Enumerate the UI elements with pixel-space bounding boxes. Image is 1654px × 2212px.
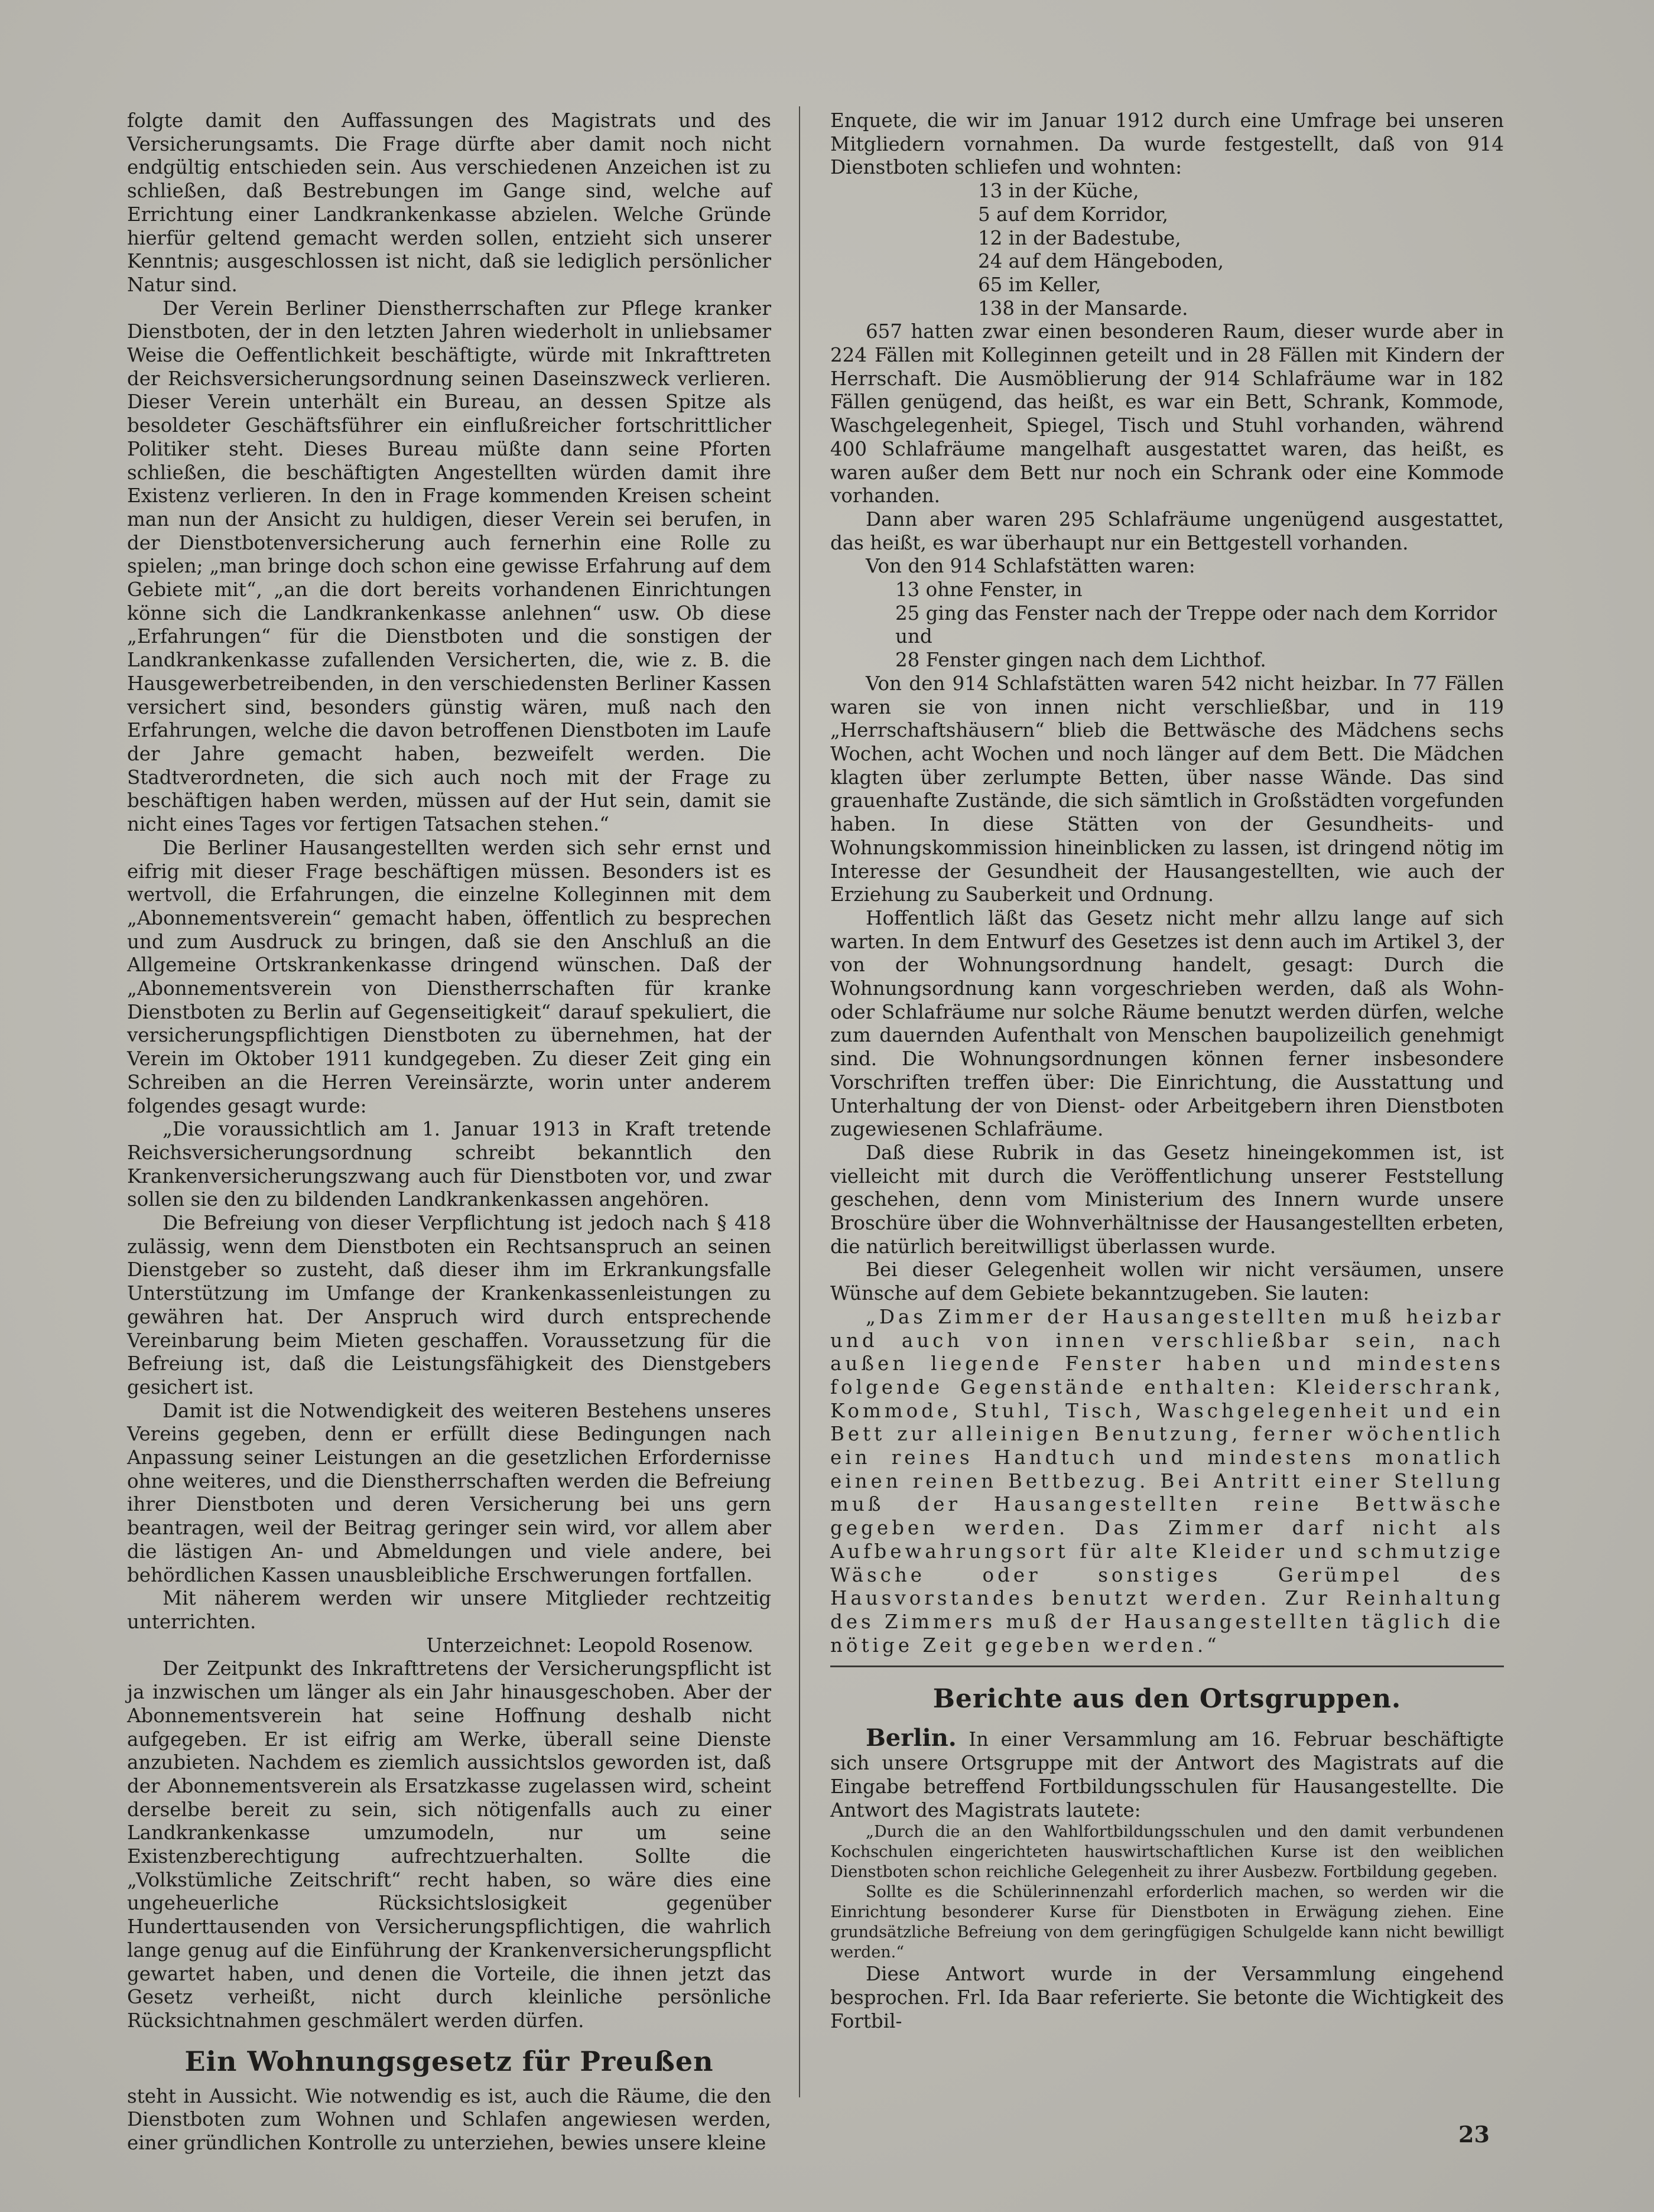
section-rule xyxy=(830,1665,1504,1667)
window-list xyxy=(830,578,1504,672)
paragraph: 657 hatten zwar einen besonderen Raum, dieser wurde aber in 224 Fällen mit Kolleginnen geteilt und in 28 Fällen mit Kindern der Herrschaft. Die Ausmöblierung der 914 Schlafräume war in 182 Fällen genügend, das heißt, es war ein Bett, Schrank, Kommode, Waschgelegenheit, Spiegel, Tisch und Stuhl vorhanden, während 400 Schlafräume mangelhaft ausgestattet waren, das heißt, es waren außer dem Bett nur noch ein Schrank oder eine Kommode vorhanden. xyxy=(830,320,1504,508)
paragraph: steht in Aussicht. Wie notwendig es ist, auch die Räume, die den Dienstboten zum Wohnen und Schlafen angewiesen werden, einer gründlichen Kontrolle zu unterziehen, bewies unsere kleine xyxy=(127,2084,771,2155)
quote-paragraph: Die Befreiung von dieser Verpflichtung ist jedoch nach § 418 zulässig, wenn dem Dienstboten ein Rechtsanspruch an seinen Dienstgeber so zusteht, daß dieser ihm im Erkrankungsfalle Unterstützung im Umfange der Krankenkassenleistungen zu gewähren hat. Der Anspruch wird durch entsprechende Vereinbarung beim Mieten geschaffen. Voraussetzung für die Befreiung ist, daß die Leistungsfähigkeit des Dienstgebers gesichert ist. xyxy=(127,1212,771,1398)
list-item: 65 im Keller, xyxy=(978,273,1101,296)
quote-paragraph: Mit näherem werden wir unsere Mitglieder rechtzeitig unterrichten. xyxy=(127,1587,771,1633)
list-item: 25 ging das Fenster nach der Treppe oder nach dem Korridor und xyxy=(895,601,1497,648)
list-item: 5 auf dem Korridor, xyxy=(978,203,1168,226)
paragraph: Die Berliner Hausangestellten werden sich sehr ernst und eifrig mit dieser Frage beschäftigen müssen. Besonders ist es wertvoll, die Erfahrungen, die einzelne Kolleginnen mit dem „Abonnementsverein“ gemacht haben, öffentlich zu besprechen und zum Ausdruck zu bringen, daß sie den Anschluß an die Allgemeine Ortskrankenkasse dringend wünschen. Daß der „Abonnementsverein von Dienstherrschaften für kranke Dienstboten zu Berlin auf Gegenseitigkeit“ darauf spekuliert, die versicherungspflichtigen Dienstboten zu übernehmen, hat der Verein im Oktober 1911 kundgegeben. Zu dieser Zeit ging ein Schreiben an die Herren Vereinsärzte, worin unter anderem folgendes gesagt wurde: xyxy=(127,836,771,1117)
quote-paragraph: „Durch die an den Wahlfortbildungsschulen und den damit verbundenen Kochschulen eingerichteten hauswirtschaftlichen Kurse ist den weiblichen Dienstboten schon reichliche Gelegenheit zu ihrer Ausbezw. Fortbildung gegeben. xyxy=(830,1823,1504,1882)
signature: Unterzeichnet: Leopold Rosenow. xyxy=(426,1634,753,1657)
quote-paragraph: „Die voraussichtlich am 1. Januar 1913 in Kraft tretende Reichsversicherungsordnung schreibt bekanntlich den Krankenversicherungszwang auch für Dienstboten vor, und zwar sollen sie den zu bildenden Landkrankenkassen angehören. xyxy=(127,1118,771,1211)
page-number: 23 xyxy=(1458,2121,1490,2148)
paragraph: Diese Antwort wurde in der Versammlung eingehend besprochen. Frl. Ida Baar referierte. Sie betonte die Wichtigkeit des Fortbil- xyxy=(830,1963,1504,2032)
paragraph: In einer Versammlung am 16. Februar beschäftigte sich unsere Ortsgruppe mit der Antwort des Magistrats auf die Eingabe betreffend Fortbildungsschulen für Hausangestellte. Die Antwort des Magistrats lautete: xyxy=(830,1728,1504,1821)
left-column xyxy=(127,109,771,2155)
paragraph: Von den 914 Schlafstätten waren 542 nicht heizbar. In 77 Fällen waren sie von innen nicht verschließbar, und in 119 „Herrschaftshäusern“ blieb die Bettwäsche des Mädchens sechs Wochen, acht Wochen und noch länger auf dem Bett. Die Mädchen klagten über zerlumpte Betten, über nasse Wände. Das sind grauenhafte Zustände, die sich sämtlich in Großstädten vorgefunden haben. In diese Stätten von der Gesundheits- und Wohnungskommission hineinblicken zu lassen, ist dringend nötig im Interesse der Gesundheit der Hausangestellten, wie auch der Erziehung zu Sauberkeit und Ordnung. xyxy=(830,672,1504,906)
paragraph: folgte damit den Auffassungen des Magistrats und des Versicherungsamts. Die Frage dürfte aber damit noch nicht endgültig entschieden sein. Aus verschiedenen Anzeichen ist zu schließen, daß Bestrebungen im Gange sind, welche auf Errichtung einer Landkrankenkasse abzielen. Welche Gründe hierfür geltend gemacht werden sollen, entzieht sich unserer Kenntnis; ausgeschlossen ist nicht, daß sie lediglich persönlicher Natur sind. xyxy=(127,109,771,296)
list-item: 28 Fenster gingen nach dem Lichthof. xyxy=(895,649,1266,672)
paragraph: Der Zeitpunkt des Inkrafttretens der Versicherungspflicht ist ja inzwischen um länger als ein Jahr hinausgeschoben. Aber der Abonnementsverein hat seine Hoffnung deshalb nicht aufgegeben. Er ist eifrig am Werke, überall seine Dienste anzubieten. Nachdem es ziemlich aussichtslos geworden ist, daß der Abonnementsverein als Ersatzkasse zugelassen wird, scheint derselbe bereit zu sein, sich nötigenfalls auch zu einer Landkrankenkasse umzumodeln, nur um seine Existenzberechtigung aufrechtzuerhalten. Sollte die „Volkstümliche Zeitschrift“ recht haben, so wäre dies eine ungeheuerliche Rücksichtslosigkeit gegenüber Hunderttausenden von Versicherungspflichtigen, die wahrlich lange genug auf die Einführung der Krankenversicherungspflicht gewartet haben, und denen die Vorteile, die ihnen jetzt das Gesetz verheißt, nicht durch kleinliche persönliche Rücksichtnahmen geschmälert werden dürfen. xyxy=(127,1657,771,2032)
quote-paragraph: Damit ist die Notwendigkeit des weiteren Bestehens unseres Vereins gegeben, denn er erfüllt diese Bedingungen nach Anpassung seiner Leistungen an die gesetzlichen Erfordernisse ohne weiteres, und die Dienstherrschaften werden die Befreiung ihrer Dienstboten und deren Versicherung bei uns gern beantragen, weil der Beitrag geringer sein wird, vor allem aber die lästigen An- und Abmeldungen und viele andere, bei behördlichen Kassen unausbleibliche Erschwerungen fortfallen. xyxy=(127,1399,771,1586)
list-item: 13 ohne Fenster, in xyxy=(895,578,1083,601)
city-label: Berlin. xyxy=(866,1724,957,1752)
list-item: 13 in der Küche, xyxy=(978,180,1139,203)
quote-paragraph: Sollte es die Schülerinnenzahl erforderlich machen, so werden wir die Einrichtung besonderer Kurse für Dienstboten in Erwägung ziehen. Eine grundsätzliche Befreiung von dem geringfügigen Schulgelde kann nicht bewilligt werden.“ xyxy=(830,1883,1504,1962)
article-heading: Ein Wohnungsgesetz für Preußen xyxy=(184,2045,714,2077)
demands-quote: „Das Zimmer der Hausangestellten muß heizbar und auch von innen verschließbar sein, nach außen liegende Fenster haben und mindestens folgende Gegenstände enthalten: Kleiderschrank, Kommode, Stuhl, Tisch, Waschgelegenheit und ein Bett zur alleinigen Benutzung, ferner wöchentlich ein reines Handtuch und mindestens monatlich einen reinen Bettbezug. Bei Antritt einer Stellung muß der Hausangestellten reine Bettwäsche gegeben werden. Das Zimmer darf nicht als Aufbewahrungsort für alte Kleider und schmutzige Wäsche oder sonstiges Gerümpel des Hausvorstandes benutzt werden. Zur Reinhaltung des Zimmers muß der Hausangestellten täglich die nötige Zeit gegeben werden.“ xyxy=(830,1305,1504,1657)
list-item: 12 in der Badestube, xyxy=(978,226,1181,249)
paragraph: Enquete, die wir im Januar 1912 durch eine Umfrage bei unseren Mitgliedern vornahmen. Da wurde festgestellt, daß von 914 Dienstboten schliefen und wohnten: xyxy=(830,109,1504,179)
paragraph: Bei dieser Gelegenheit wollen wir nicht versäumen, unsere Wünsche auf dem Gebiete bekanntzugeben. Sie lauten: xyxy=(830,1258,1504,1305)
paragraph: Hoffentlich läßt das Gesetz nicht mehr allzu lange auf sich warten. In dem Entwurf des Gesetzes ist denn auch im Artikel 3, der von der Wohnungsordnung handelt, gesagt: Durch die Wohnungsordnung kann vorgeschrieben werden, daß als Wohn- oder Schlafräume nur solche Räume benutzt werden dürfen, welche zum dauernden Aufenthalt von Menschen baupolizeilich genehmigt sind. Die Wohnungsordnungen können ferner insbesondere Vorschriften treffen über: Die Einrichtung, die Ausstattung und Unterhaltung der von Dienst- oder Arbeitgebern ihren Dienstboten zugewiesenen Schlafräume. xyxy=(830,906,1504,1141)
section-heading: Berichte aus den Ortsgruppen. xyxy=(932,1684,1402,1715)
statistics-list xyxy=(830,180,1504,320)
list-item: 24 auf dem Hängeboden, xyxy=(978,250,1224,273)
paragraph: Dann aber waren 295 Schlafräume ungenügend ausgestattet, das heißt, es war überhaupt nur ein Bettgestell vorhanden. xyxy=(830,508,1504,554)
right-column xyxy=(830,109,1504,2033)
paragraph: Daß diese Rubrik in das Gesetz hineingekommen ist, ist vielleicht mit durch die Veröffentlichung unserer Feststellung geschehen, denn vom Ministerium des Innern wurde unsere Broschüre über die Wohnverhältnisse der Hausangestellten erbeten, die natürlich bereitwilligst überlassen wurde. xyxy=(830,1141,1504,1258)
list-item: 138 in der Mansarde. xyxy=(978,297,1188,320)
paragraph: Von den 914 Schlafstätten waren: xyxy=(866,555,1195,578)
paragraph: Der Verein Berliner Dienstherrschaften zur Pflege kranker Dienstboten, der in den letzten Jahren wiederholt in unliebsamer Weise die Oeffentlichkeit beschäftigte, würde mit Inkrafttreten der Reichsversicherungsordnung seinen Daseinszweck verlieren. Dieser Verein unterhält ein Bureau, an dessen Spitze als besoldeter Geschäftsführer ein einflußreicher fortschrittlicher Politiker steht. Dieses Bureau müßte dann seine Pforten schließen, die beschäftigten Angestellten würden damit ihre Existenz verlieren. In den in Frage kommenden Kreisen scheint man nun der Ansicht zu huldigen, dieser Verein sei berufen, in der Dienstbotenversicherung auch fernerhin eine Rolle zu spielen; „man bringe doch schon eine gewisse Erfahrung auf dem Gebiete mit“, „an die dort bereits vorhandenen Einrichtungen könne sich die Landkrankenkasse anlehnen“ usw. Ob diese „Erfahrungen“ für die Dienstboten und die sonstigen der Landkrankenkasse zufallenden Versicherten, die, wie z. B. die Hausgewerbetreibenden, in den verschiedensten Berliner Kassen versichert sind, besonders günstig wären, muß nach den Erfahrungen, welche die davon betroffenen Dienstboten im Laufe der Jahre gemacht haben, bezweifelt werden. Die Stadtverordneten, die sich auch noch mit der Frage zu beschäftigen haben werden, müssen auf der Hut sein, damit sie nicht eines Tages vor fertigen Tatsachen stehen.“ xyxy=(127,297,771,836)
column-divider xyxy=(799,106,800,2097)
